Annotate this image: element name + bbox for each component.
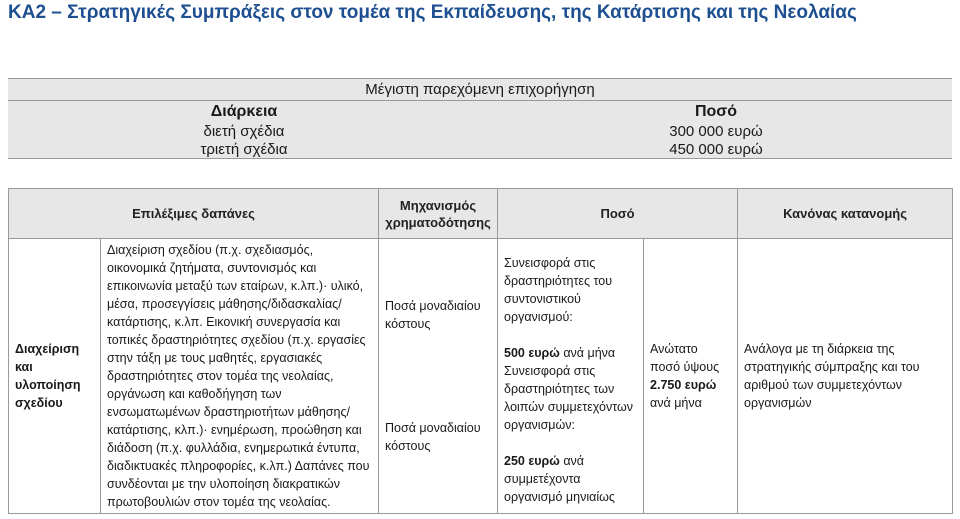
max-amount-value: 2.750 ευρώ: [650, 378, 717, 392]
amount-cell: 450 000 ευρώ: [480, 140, 952, 159]
eligible-costs-header: Επιλέξιμες δαπάνες: [9, 189, 379, 239]
cost-description: Διαχείριση σχεδίου (π.χ. σχεδιασμός, οικονομικά ζητήματα, συντονισμός και επικοινωνία μεταξύ των εταίρων, κ.λπ.)· υλικό, μέσα, προσεγγίσεις μάθησης/διδασκαλίας/κατάρτισης, κ.λπ. Εικονική συνεργασία και τοπικές δραστηριότητες σχεδίου (π.χ. εργασίες στην τάξη με τους μαθητές, εργασιακές δραστηριότητες στον τομέα της νεολαίας, οργάνωση και καθοδήγηση των ενσωματωμένων δραστηριοτήτων μάθησης/κατάρτισης, κλπ.)· ενημέρωση, προώθηση και διάδοση (π.χ. φυλλάδια, ενημερωτικά έντυπα, διαδικτυακές πληροφορίες, κ.λπ.) Δαπάνες που συνδέονται με την υλοποίηση διακρατικών πρωτοβουλιών στον τομέα της νεολαίας.: [101, 239, 379, 514]
amount-header: Ποσό: [498, 189, 738, 239]
max-grant-caption: Μέγιστη παρεχόμενη επιχορήγηση: [8, 79, 952, 101]
partner-contribution-amount: [504, 452, 637, 506]
maximum-amount-cell: [644, 239, 738, 514]
duration-cell: τριετή σχέδια: [8, 140, 480, 159]
table-row: [9, 239, 953, 514]
eligible-costs-table: [8, 188, 953, 514]
duration-header: Διάρκεια: [8, 101, 480, 123]
partner-contribution-text: Συνεισφορά στις δραστηριότητες των λοιπών συμμετεχόντων οργανισμών:: [504, 363, 633, 432]
allocation-rule-cell: Ανάλογα με τη διάρκεια της στρατηγικής σύμπραξης και του αριθμού των συμμετεχόντων οργανισμών: [738, 239, 953, 514]
coordinator-amount-value: 500 ευρώ: [504, 345, 560, 360]
amount-cell: 300 000 ευρώ: [480, 122, 952, 140]
page-title: ΚΑ2 – Στρατηγικές Συμπράξεις στον τομέα της Εκπαίδευσης, της Κατάρτισης και της Νεολαίας: [8, 2, 857, 23]
allocation-rule-header: Κανόνας κατανομής: [738, 189, 953, 239]
table-row: [8, 140, 952, 159]
max-amount-unit: ανά μήνα: [650, 396, 702, 410]
amount-header: Ποσό: [480, 101, 952, 123]
funding-mechanism-cell: [379, 239, 498, 514]
cost-category: Διαχείριση και υλοποίηση σχεδίου: [9, 239, 101, 514]
table-row: [8, 122, 952, 140]
duration-cell: διετή σχέδια: [8, 122, 480, 140]
funding-mechanism-header: Μηχανισμός χρηματοδότησης: [379, 189, 498, 239]
partner-amount-unit: ανά συμμετέχοντα οργανισμό μηνιαίως: [504, 453, 615, 504]
coordinator-contribution-amount: [504, 344, 637, 362]
coordinator-contribution-text: Συνεισφορά στις δραστηριότητες του συντονιστικού οργανισμού:: [504, 255, 613, 324]
coordinator-amount-unit: ανά μήνα: [559, 345, 616, 360]
amount-cell: [498, 239, 644, 514]
mechanism-unit-cost-2: Ποσά μοναδιαίου κόστους: [385, 421, 481, 454]
mechanism-unit-cost-1: Ποσά μοναδιαίου κόστους: [385, 298, 481, 331]
max-amount-text: Ανώτατο ποσό ύψους: [650, 342, 720, 374]
partner-amount-value: 250 ευρώ: [504, 453, 560, 468]
max-grant-table: [8, 78, 952, 159]
